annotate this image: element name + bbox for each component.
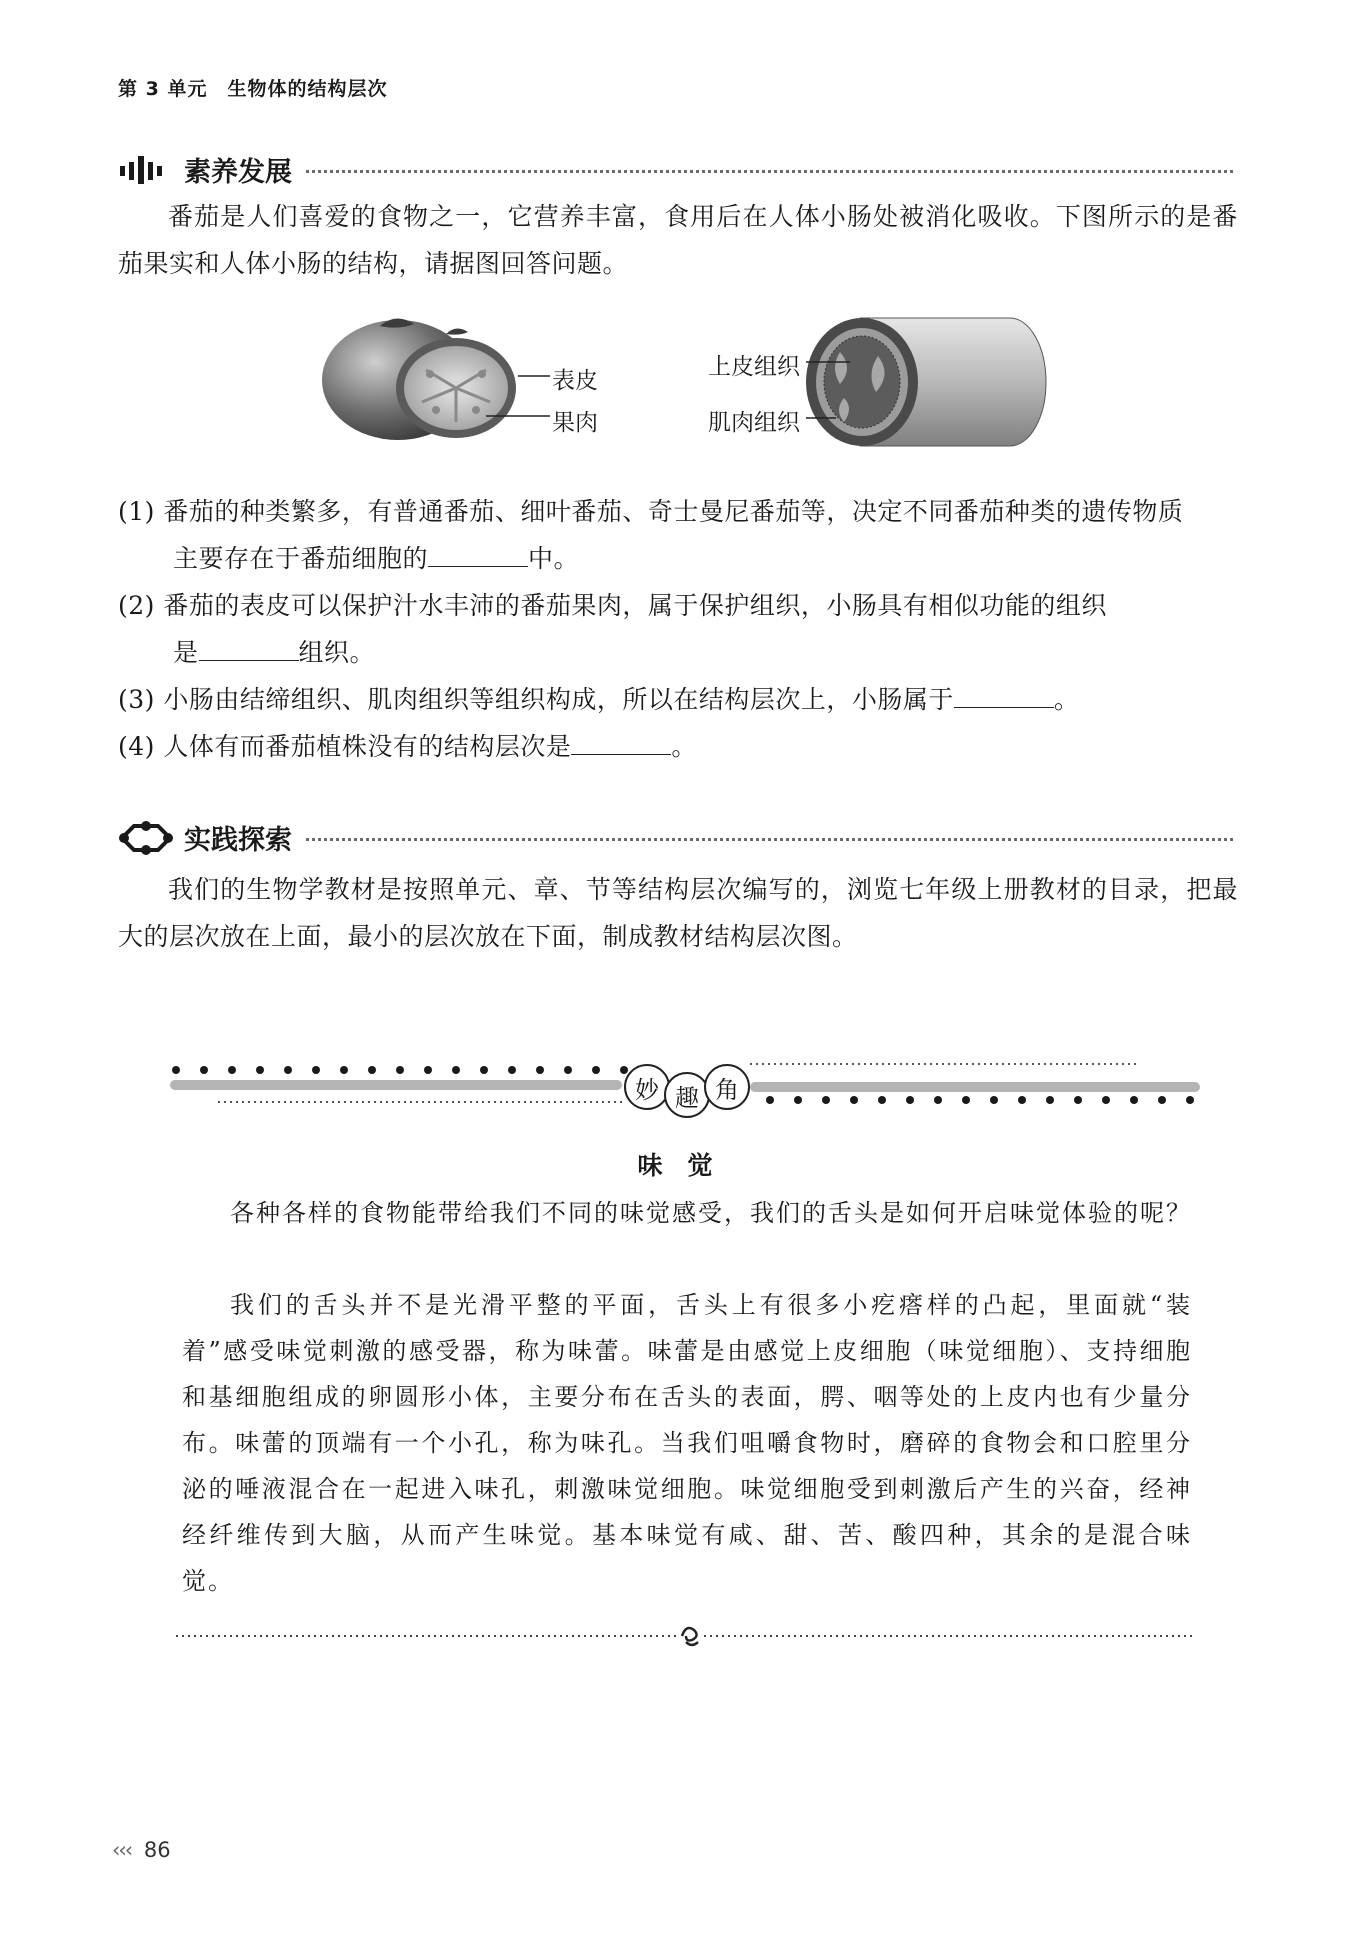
badge-char-2: 趣: [664, 1072, 710, 1118]
label-tomato-flesh: 果肉: [552, 410, 598, 436]
question-4: [118, 723, 1238, 770]
question-list: [118, 488, 1238, 770]
answer-blank[interactable]: [571, 726, 671, 755]
question-number: (3): [118, 685, 155, 714]
question-number: (2): [118, 591, 155, 620]
label-muscle: 肌肉组织: [708, 410, 800, 436]
section-heading-practice: [118, 818, 1233, 857]
question-text: 组织。: [298, 638, 376, 667]
label-tomato-skin: 表皮: [552, 368, 598, 394]
question-text: 小肠由结缔组织、肌肉组织等组织构成，所以在结构层次上，小肠属于: [163, 685, 954, 714]
question-text: 。: [1053, 685, 1080, 714]
badge-char-3: 角: [704, 1064, 750, 1110]
dotted-rule: [306, 838, 1233, 841]
gear-link-icon: [118, 820, 174, 856]
badge-char-1: 妙: [624, 1064, 670, 1110]
answer-blank[interactable]: [954, 679, 1054, 708]
bottom-dotted-rule: [176, 1620, 1196, 1650]
swirl-ornament-icon: [682, 1628, 698, 1645]
section-title: 实践探索: [184, 825, 292, 856]
question-3: [118, 676, 1238, 723]
answer-blank[interactable]: [428, 538, 528, 567]
question-2: [118, 582, 1238, 629]
section-intro: 番茄是人们喜爱的食物之一，它营养丰富，食用后在人体小肠处被消化吸收。下图所示的是番茄果实和人体小肠的结构，请据图回答问题。: [118, 202, 1238, 278]
question-number: (4): [118, 732, 155, 761]
fun-corner-title: 味 觉: [637, 1151, 713, 1180]
question-1-continued: [118, 535, 1238, 582]
label-epithelium: 上皮组织: [708, 354, 800, 380]
section-heading-literacy: [118, 150, 1233, 189]
intestine-leader-lines: [806, 350, 866, 420]
question-text: 番茄的表皮可以保护汁水丰沛的番茄果肉，属于保护组织，小肠具有相似功能的组织: [163, 591, 1107, 620]
question-text: 。: [671, 732, 697, 761]
section-title: 素养发展: [184, 157, 292, 188]
fun-corner-paragraph-1: 各种各样的食物能带给我们不同的味觉感受，我们的舌头是如何开启味觉体验的呢？: [230, 1199, 1192, 1227]
page-number: 86: [143, 1838, 171, 1862]
practice-text: 我们的生物学教材是按照单元、章、节等结构层次编写的，浏览七年级上册教材的目录，把最大的层次放在上面，最小的层次放在下面，制成教材结构层次图。: [118, 875, 1238, 951]
fun-corner-paragraph-2: 我们的舌头并不是光滑平整的平面，舌头上有很多小疙瘩样的凸起，里面就“装着”感受味觉刺激的感受器，称为味蕾。味蕾是由感觉上皮细胞（味觉细胞）、支持细胞和基细胞组成的卵圆形小体，主要分布在舌头的表面，腭、咽等处的上皮内也有少量分布。味蕾的顶端有一个小孔，称为味孔。当我们咀嚼食物时，磨碎的食物会和口腔里分泌的唾液混合在一起进入味孔，刺激味觉细胞。味觉细胞受到刺激后产生的兴奋，经神经纤维传到大脑，从而产生味觉。基本味觉有咸、甜、苦、酸四种，其余的是混合味觉。: [182, 1291, 1192, 1595]
chevrons-left-icon: ‹‹‹: [112, 1838, 132, 1862]
unit-header: 第 3 单元 生物体的结构层次: [118, 78, 388, 100]
page-footer: [112, 1838, 171, 1862]
question-number: (1): [118, 497, 155, 526]
question-text: 主要存在于番茄细胞的: [173, 544, 429, 573]
question-2-continued: [118, 629, 1238, 676]
question-text: 中。: [528, 544, 580, 573]
question-text: 番茄的种类繁多，有普通番茄、细叶番茄、奇士曼尼番茄等，决定不同番茄种类的遗传物质: [163, 497, 1184, 526]
question-text: 是: [173, 638, 199, 667]
question-1: [118, 488, 1238, 535]
question-text: 人体有而番茄植株没有的结构层次是: [163, 732, 572, 761]
sound-bars-icon: [118, 154, 174, 186]
answer-blank[interactable]: [199, 632, 299, 661]
fun-corner-banner: [170, 1050, 1200, 1130]
dotted-rule: [306, 170, 1233, 173]
